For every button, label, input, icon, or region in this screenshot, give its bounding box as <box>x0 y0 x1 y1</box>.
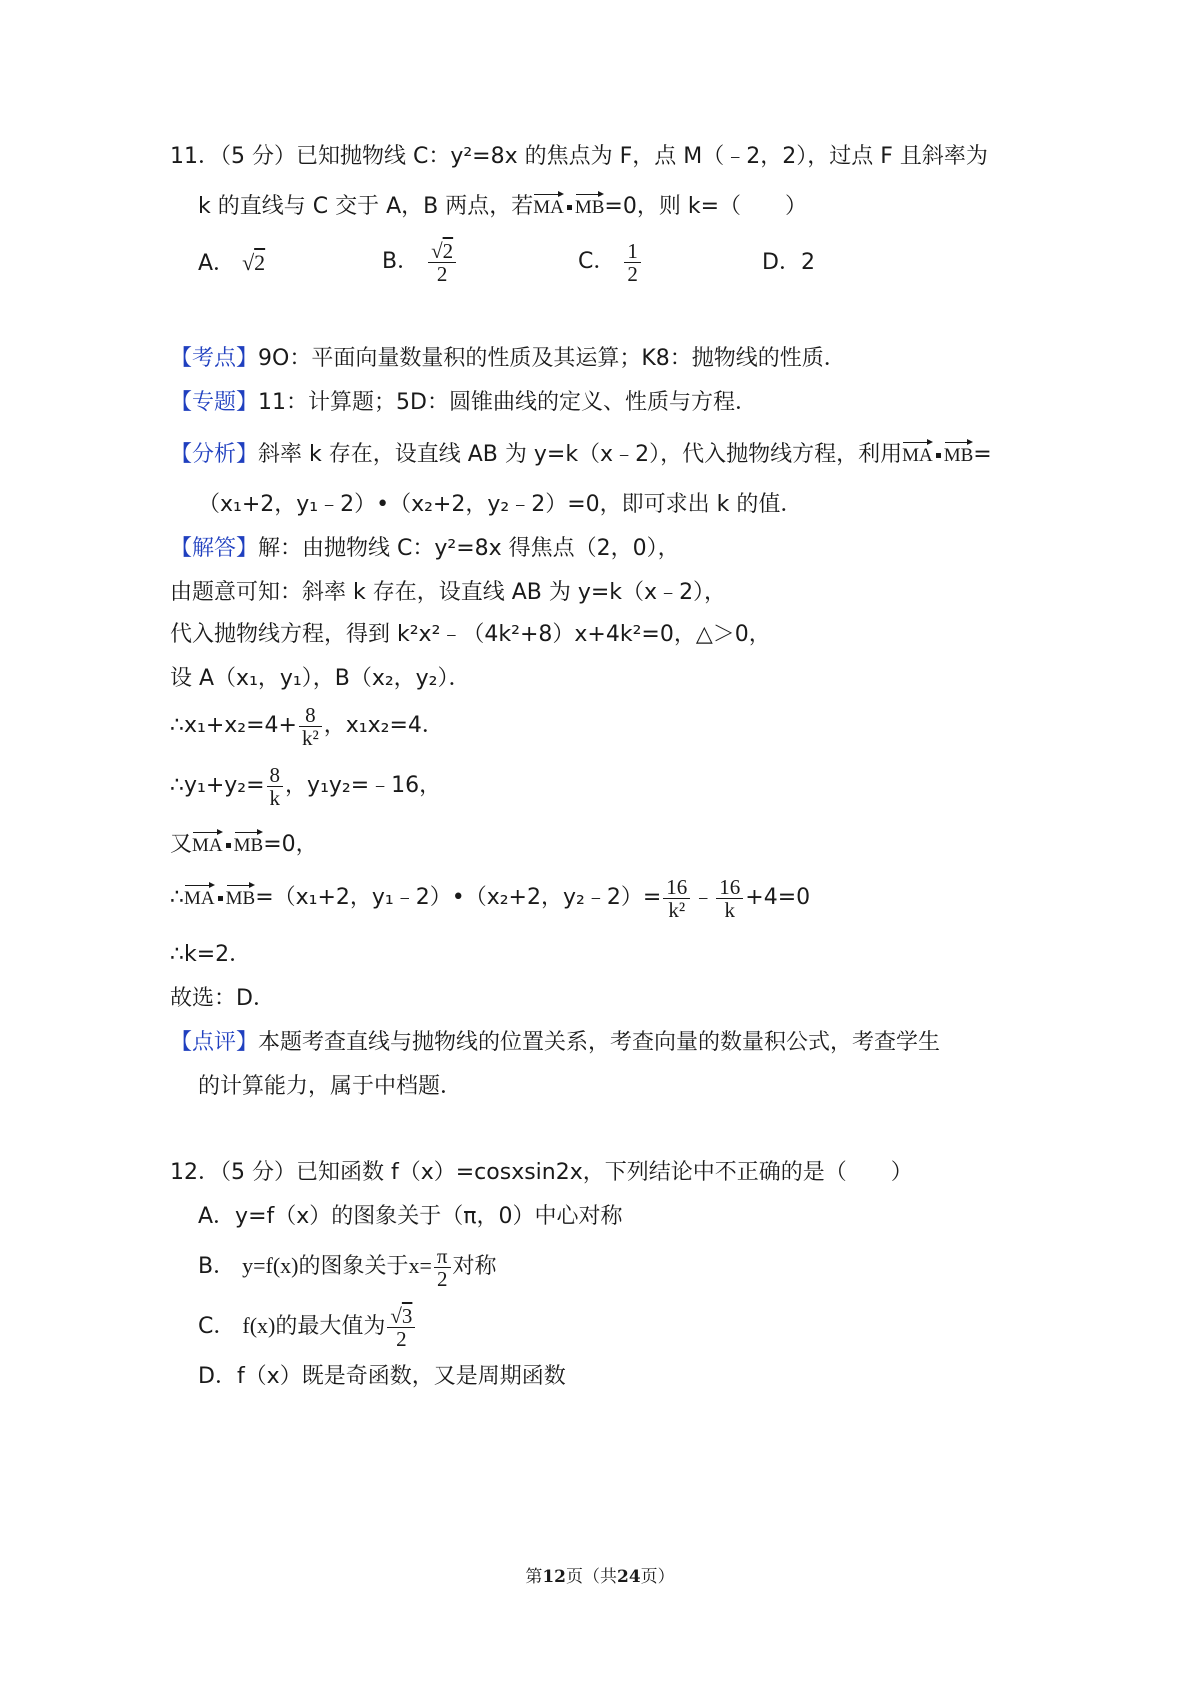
dianping-tag: 【点评】 <box>170 1030 259 1055</box>
q11-stem-line1: 11．（5 分）已知抛物线 C：y²=8x 的焦点为 F，点 M（﹣2，2），过点 F 且斜率为 <box>170 144 988 169</box>
kaodian-line: 【考点】9O：平面向量数量积的性质及其运算；K8：抛物线的性质． <box>170 346 846 371</box>
vector-ma: MA <box>902 440 933 466</box>
q11-option-d: D．2 <box>762 250 815 275</box>
dot-product-symbol <box>226 843 231 848</box>
q11-option-a: A． √2 <box>198 250 266 276</box>
solution-line: ∴y₁+y₂= $\frac{8}{k}$ ，y₁y₂=﹣16， <box>170 762 442 810</box>
zhuanti-tag: 【专题】 <box>170 390 259 415</box>
fraction: $\frac{1}{2}$ <box>624 240 641 285</box>
sqrt-symbol: √2 <box>242 250 266 275</box>
vector-mb: MB <box>226 883 256 909</box>
q12-option-b: B． y=f(x)的图象关于x= $\frac{\pi}{2}$ 对称 <box>198 1243 497 1291</box>
solution-line: ∴k=2． <box>170 942 252 967</box>
fraction: $\frac{16}{k}$ <box>716 876 743 921</box>
fenxi-line2: （x₁+2，y₁﹣2）•（x₂+2，y₂﹣2）=0，即可求出 k 的值． <box>198 492 803 517</box>
q11-option-c: C． $\frac{1}{2}$ <box>578 234 643 290</box>
q12-option-a: A．y=f（x）的图象关于（π，0）中心对称 <box>198 1204 623 1229</box>
dot-product-symbol <box>936 453 941 458</box>
jieda-line: 【解答】解：由抛物线 C：y²=8x 得焦点（2，0）， <box>170 536 680 561</box>
fenxi-line1: 【分析】斜率 k 存在，设直线 AB 为 y=k（x﹣2），代入抛物线方程，利用MA MB= <box>170 442 992 467</box>
vector-mb: MB <box>234 830 264 856</box>
page-footer: 第12页（共24页） <box>525 1567 675 1587</box>
fraction: $\frac{√2}{2}$ <box>428 240 456 285</box>
solution-line: ∴MA MB=（x₁+2，y₁﹣2）•（x₂+2，y₂﹣2）= $\frac{16}{\text{k²}}$ ﹣ $\frac{16}{k}$ +4=0 <box>170 874 811 922</box>
q12-option-d: D．f（x）既是奇函数，又是周期函数 <box>198 1364 566 1389</box>
dianping-line1: 【点评】本题考查直线与抛物线的位置关系，考查向量的数量积公式，考查学生 <box>170 1030 941 1055</box>
fraction: $\frac{\pi}{2}$ <box>434 1245 451 1290</box>
jieda-tag: 【解答】 <box>170 536 259 561</box>
q12-option-c: C． f(x)的最大值为 $\frac{√3}{2}$ <box>198 1298 417 1355</box>
fraction: $\frac{8}{\text{k²}}$ <box>299 704 322 749</box>
solution-line: 故选：D． <box>170 986 275 1011</box>
fraction: $\frac{8}{k}$ <box>267 764 284 809</box>
dianping-line2: 的计算能力，属于中档题． <box>198 1074 463 1099</box>
zhuanti-line: 【专题】11：计算题；5D：圆锥曲线的定义、性质与方程． <box>170 390 757 415</box>
q11-option-b: B． $\frac{√2}{2}$ <box>382 234 458 290</box>
fenxi-tag: 【分析】 <box>170 442 259 467</box>
dot-product-symbol <box>218 896 223 901</box>
vector-mb: MB <box>575 192 605 218</box>
kaodian-tag: 【考点】 <box>170 346 259 371</box>
fraction: $\frac{16}{\text{k²}}$ <box>663 876 690 921</box>
solution-line: ∴x₁+x₂=4+ $\frac{8}{\text{k²}}$ ，x₁x₂=4． <box>170 702 444 750</box>
solution-line: 又MA MB=0， <box>170 832 318 857</box>
page-number: 12 <box>542 1567 566 1587</box>
solution-line: 设 A（x₁，y₁），B（x₂，y₂）． <box>170 666 471 691</box>
vector-ma: MA <box>533 192 564 218</box>
solution-line: 代入抛物线方程，得到 k²x²﹣（4k²+8）x+4k²=0，△＞0， <box>170 622 771 647</box>
total-pages: 24 <box>617 1567 641 1587</box>
vector-ma: MA <box>184 883 215 909</box>
q12-stem: 12．（5 分）已知函数 f（x）=cosxsin2x，下列结论中不正确的是（ ） <box>170 1160 913 1185</box>
fraction: $\frac{√3}{2}$ <box>387 1305 415 1350</box>
vector-mb: MB <box>944 440 974 466</box>
vector-ma: MA <box>192 830 223 856</box>
q11-stem-line2: k 的直线与 C 交于 A，B 两点，若MA MB=0，则 k=（ ） <box>198 194 808 219</box>
dot-product-symbol <box>567 205 572 210</box>
solution-line: 由题意可知：斜率 k 存在，设直线 AB 为 y=k（x﹣2）， <box>170 580 727 605</box>
